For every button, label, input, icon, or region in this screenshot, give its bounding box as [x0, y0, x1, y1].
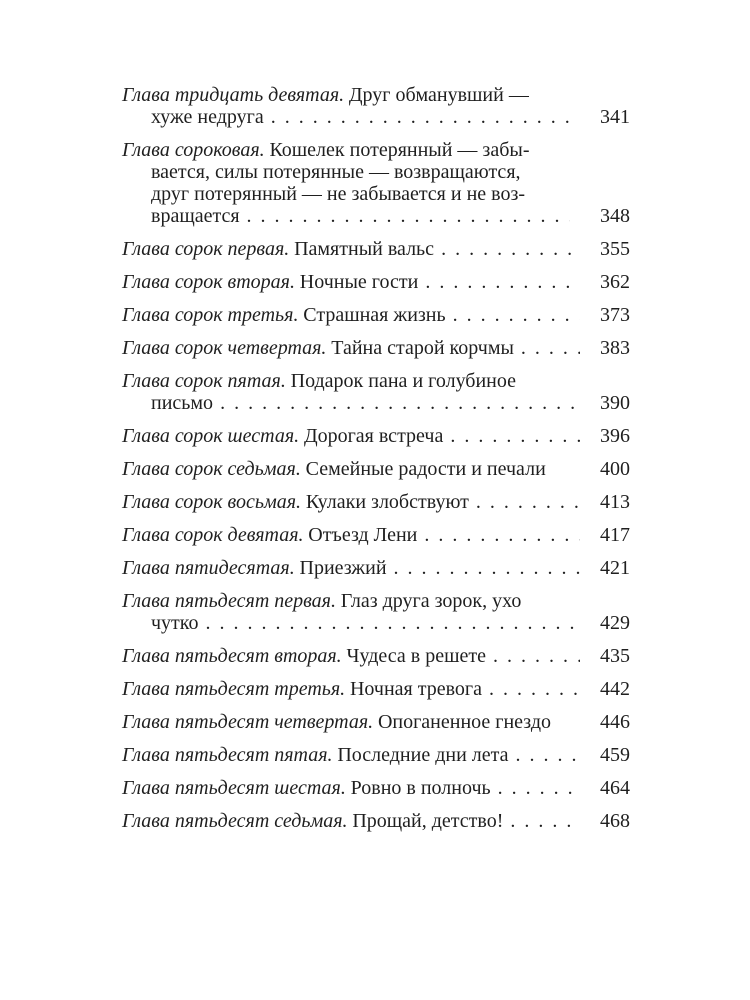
dot-leader	[441, 238, 580, 260]
chapter-number-label: Глава сорок шестая.	[122, 425, 300, 447]
toc-line	[122, 458, 630, 480]
page-number: 446	[600, 711, 630, 733]
dot-leader	[489, 678, 580, 700]
toc-entry	[122, 645, 630, 667]
toc-line	[122, 183, 630, 205]
page-number: 383	[600, 337, 630, 359]
toc-entry	[122, 590, 630, 634]
chapter-number-label: Глава сорок третья.	[122, 304, 299, 326]
chapter-number-label: Глава тридцать девятая.	[122, 84, 345, 106]
chapter-title-text: Чудеса в решете	[346, 645, 486, 667]
toc-line	[122, 106, 630, 128]
chapter-number-label: Глава пятидесятая.	[122, 557, 295, 579]
dot-leader	[394, 557, 580, 579]
chapter-title-text: вращается	[151, 205, 240, 227]
toc-line	[122, 744, 630, 766]
chapter-title-text: друг потерянный — не забывается и не воз-	[151, 183, 526, 205]
chapter-title-text: Подарок пана и голубиное	[290, 370, 517, 392]
toc-line	[122, 139, 630, 161]
chapter-number-label: Глава пятьдесят четвертая.	[122, 711, 374, 733]
toc-line	[122, 612, 630, 634]
chapter-title-text: Отъезд Лени	[308, 524, 418, 546]
dot-leader	[220, 392, 580, 414]
chapter-number-label: Глава пятьдесят пятая.	[122, 744, 333, 766]
chapter-number-label: Глава пятьдесят третья.	[122, 678, 346, 700]
toc-entry	[122, 370, 630, 414]
toc-line	[122, 524, 630, 546]
dot-leader	[424, 524, 580, 546]
chapter-title-text: Кошелек потерянный — забы-	[269, 139, 530, 161]
toc-line	[122, 271, 630, 293]
toc-line	[122, 711, 630, 733]
toc-entry	[122, 425, 630, 447]
toc-line	[122, 810, 630, 832]
page-number: 464	[600, 777, 630, 799]
chapter-number-label: Глава сорок вторая.	[122, 271, 295, 293]
chapter-title-text: Кулаки злобствуют	[305, 491, 469, 513]
chapter-title-text: Ровно в полночь	[350, 777, 491, 799]
toc-entry	[122, 304, 630, 326]
dot-leader	[453, 304, 580, 326]
toc-entry	[122, 458, 630, 480]
toc-line	[122, 678, 630, 700]
toc-line	[122, 777, 630, 799]
chapter-title-text: чутко	[151, 612, 199, 634]
page-number: 413	[600, 491, 630, 513]
page-number: 341	[600, 106, 630, 128]
dot-leader	[493, 645, 580, 667]
toc-entry	[122, 271, 630, 293]
chapter-title-text: Прощай, детство!	[352, 810, 504, 832]
page-number: 362	[600, 271, 630, 293]
toc-line	[122, 161, 630, 183]
page-number: 429	[600, 612, 630, 634]
dot-leader	[247, 205, 570, 227]
toc-entry	[122, 810, 630, 832]
dot-leader	[271, 106, 580, 128]
toc-line	[122, 205, 630, 227]
toc-entry	[122, 557, 630, 579]
page-number: 400	[600, 458, 630, 480]
toc-line	[122, 370, 630, 392]
toc-line	[122, 392, 630, 414]
chapter-title-text: Друг обманувший —	[348, 84, 529, 106]
chapter-title-text: Приезжий	[299, 557, 387, 579]
page-number: 417	[600, 524, 630, 546]
toc-entry	[122, 139, 630, 227]
chapter-title-text: Глаз друга зорок, ухо	[340, 590, 522, 612]
chapter-number-label: Глава сорок седьмая.	[122, 458, 301, 480]
chapter-title-text: Тайна старой корчмы	[331, 337, 514, 359]
toc-line	[122, 337, 630, 359]
dot-leader	[476, 491, 580, 513]
page-number: 348	[600, 205, 630, 227]
toc-line	[122, 645, 630, 667]
chapter-title-text: Опоганенное гнездо	[377, 711, 552, 733]
toc-line	[122, 425, 630, 447]
toc-line	[122, 557, 630, 579]
dot-leader	[425, 271, 580, 293]
chapter-number-label: Глава сорок восьмая.	[122, 491, 302, 513]
chapter-number-label: Глава сорок пятая.	[122, 370, 286, 392]
page-number: 459	[600, 744, 630, 766]
toc-list	[122, 84, 630, 843]
toc-entry	[122, 678, 630, 700]
chapter-number-label: Глава сорок девятая.	[122, 524, 304, 546]
toc-line	[122, 238, 630, 260]
page-number: 355	[600, 238, 630, 260]
chapter-number-label: Глава пятьдесят седьмая.	[122, 810, 348, 832]
dot-leader	[510, 810, 580, 832]
chapter-title-text: Ночные гости	[299, 271, 419, 293]
toc-line	[122, 304, 630, 326]
chapter-title-text: Семейные радости и печали	[305, 458, 546, 480]
dot-leader	[450, 425, 580, 447]
chapter-title-text: письмо	[151, 392, 214, 414]
page-number: 468	[600, 810, 630, 832]
chapter-title-text: хуже недруга	[151, 106, 264, 128]
toc-entry	[122, 491, 630, 513]
toc-entry	[122, 744, 630, 766]
toc-line	[122, 590, 630, 612]
chapter-number-label: Глава пятьдесят шестая.	[122, 777, 346, 799]
chapter-number-label: Глава сорок первая.	[122, 238, 290, 260]
toc-entry	[122, 238, 630, 260]
chapter-number-label: Глава сорок четвертая.	[122, 337, 327, 359]
page-number: 435	[600, 645, 630, 667]
chapter-number-label: Глава пятьдесят вторая.	[122, 645, 342, 667]
dot-leader	[206, 612, 581, 634]
chapter-title-text: вается, силы потерянные — возвращаются,	[151, 161, 521, 183]
page-number: 373	[600, 304, 630, 326]
chapter-number-label: Глава пятьдесят первая.	[122, 590, 336, 612]
chapter-title-text: Ночная тревога	[349, 678, 482, 700]
dot-leader	[498, 777, 580, 799]
chapter-title-text: Дорогая встреча	[303, 425, 444, 447]
page-number: 396	[600, 425, 630, 447]
page-number: 442	[600, 678, 630, 700]
chapter-title-text: Памятный вальс	[294, 238, 435, 260]
toc-entry	[122, 777, 630, 799]
toc-entry	[122, 337, 630, 359]
dot-leader	[521, 337, 580, 359]
page-number: 421	[600, 557, 630, 579]
chapter-title-text: Страшная жизнь	[303, 304, 446, 326]
chapter-title-text: Последние дни лета	[337, 744, 509, 766]
toc-line	[122, 491, 630, 513]
page-number: 390	[600, 392, 630, 414]
toc-entry	[122, 524, 630, 546]
chapter-number-label: Глава сороковая.	[122, 139, 265, 161]
toc-entry	[122, 84, 630, 128]
toc-line	[122, 84, 630, 106]
dot-leader	[516, 744, 580, 766]
toc-entry	[122, 711, 630, 733]
